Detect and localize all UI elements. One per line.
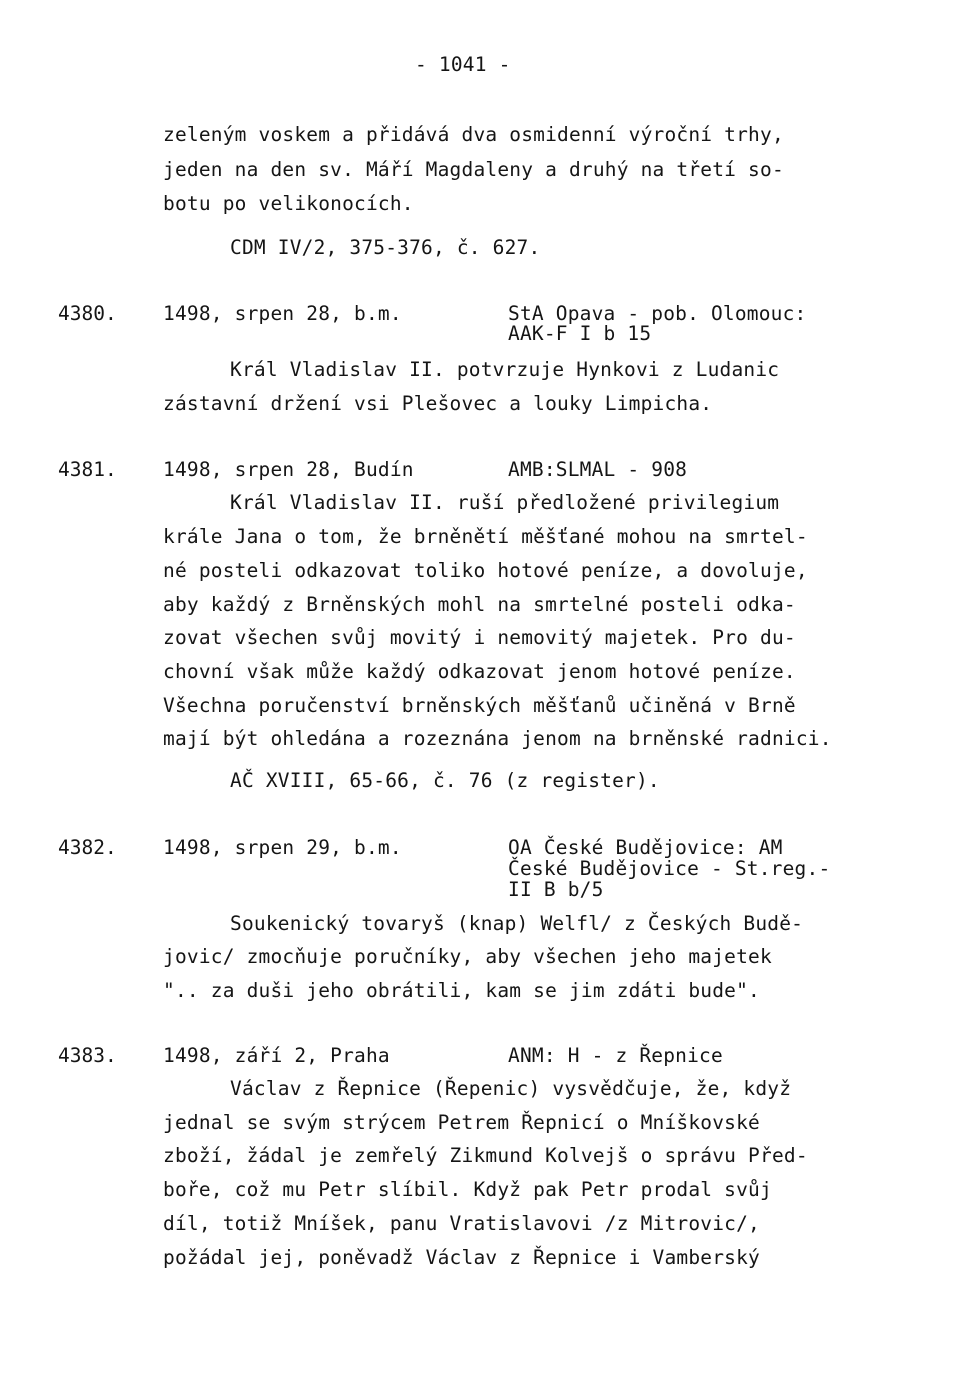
entry-text-line: jednal se svým strýcem Petrem Řepnicí o Mníškovské (163, 1111, 760, 1134)
entry-text-line: díl, totiž Mníšek, panu Vratislavovi /z Mitrovic/, (163, 1212, 760, 1235)
entry-archive: StA Opava - pob. Olomouc: (508, 302, 807, 325)
entry-text-line: požádal jej, poněvadž Václav z Řepnice i Vamberský (163, 1246, 760, 1269)
entry-number: 4383. (58, 1044, 117, 1067)
entry-text-line: aby každý z Brněnských mohl na smrtelné posteli odka- (163, 593, 796, 616)
entry-text-line: Král Vladislav II. potvrzuje Hynkovi z Ludanic (230, 358, 780, 381)
entry-text-line: Václav z Řepnice (Řepenic) vysvědčuje, že, když (230, 1077, 792, 1100)
intro-line: jeden na den sv. Máří Magdaleny a druhý na třetí so- (163, 158, 784, 181)
entry-date: 1498, září 2, Praha (163, 1044, 390, 1067)
entry-text-line: mají být ohledána a rozeznána jenom na brněnské radnici. (163, 727, 832, 750)
entry-source: AČ XVIII, 65-66, č. 76 (z register). (230, 769, 660, 792)
entry-date: 1498, srpen 29, b.m. (163, 836, 402, 859)
entry-text-line: jovic/ zmocňuje poručníky, aby všechen jeho majetek (163, 945, 772, 968)
entry-archive: AAK-F I b 15 (508, 322, 652, 345)
entry-archive: OA České Budějovice: AM (508, 836, 783, 859)
intro-line: botu po velikonocích. (163, 192, 414, 215)
page-number: - 1041 - (415, 53, 511, 76)
entry-number: 4382. (58, 836, 117, 859)
entry-text-line: zboží, žádal je zemřelý Zikmund Kolvejš o správu Před- (163, 1144, 808, 1167)
entry-text-line: Král Vladislav II. ruší předložené privilegium (230, 491, 780, 514)
entry-text-line: Soukenický tovaryš (knap) Welfl/ z Českých Budě- (230, 912, 804, 935)
entry-text-line: chovní však může každý odkazovat jenom hotové peníze. (163, 660, 796, 683)
entry-text-line: zovat všechen svůj movitý i nemovitý majetek. Pro du- (163, 626, 796, 649)
entry-text-line: boře, což mu Petr slíbil. Když pak Petr prodal svůj (163, 1178, 772, 1201)
entry-text-line: Všechna poručenství brněnských měšťanů učiněná v Brně (163, 694, 796, 717)
entry-text-line: né posteli odkazovat toliko hotové peníze, a dovoluje, (163, 559, 808, 582)
intro-line: zeleným voskem a přidává dva osmidenní výroční trhy, (163, 123, 784, 146)
entry-archive: ANM: H - z Řepnice (508, 1044, 723, 1067)
entry-text-line: ".. za duši jeho obrátili, kam se jim zdáti bude". (163, 979, 760, 1002)
entry-archive: České Budějovice - St.reg.- (508, 857, 831, 880)
entry-archive: II B b/5 (508, 878, 604, 901)
entry-text-line: zástavní držení vsi Plešovec a louky Limpicha. (163, 392, 713, 415)
intro-source: CDM IV/2, 375-376, č. 627. (230, 236, 541, 259)
entry-archive: AMB:SLMAL - 908 (508, 458, 688, 481)
entry-number: 4380. (58, 302, 117, 325)
entry-text-line: krále Jana o tom, že brněnětí měšťané mohou na smrtel- (163, 525, 808, 548)
entry-date: 1498, srpen 28, b.m. (163, 302, 402, 325)
entry-number: 4381. (58, 458, 117, 481)
entry-date: 1498, srpen 28, Budín (163, 458, 414, 481)
